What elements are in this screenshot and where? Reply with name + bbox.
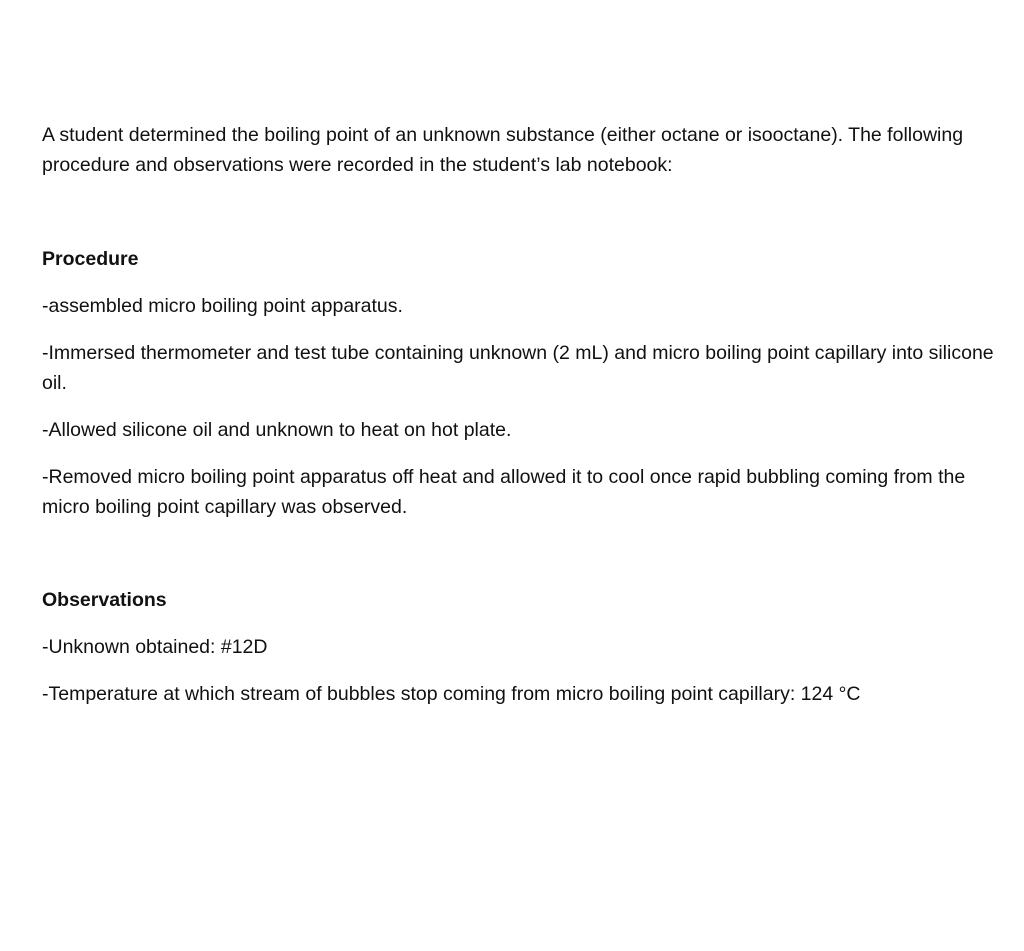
procedure-step: -Immersed thermometer and test tube containing unknown (2 mL) and micro boiling point capillary into silicone oil.: [42, 342, 994, 394]
observations-heading: Observations: [42, 589, 167, 611]
procedure-step: -assembled micro boiling point apparatus.: [42, 295, 403, 317]
observation-item: -Temperature at which stream of bubbles stop coming from micro boiling point capillary: 124 °C: [42, 683, 861, 705]
document-page: [42, 120, 1018, 709]
intro-paragraph: A student determined the boiling point of an unknown substance (either octane or isooctane). The following procedure and observations were recorded in the student’s lab notebook:: [42, 124, 964, 176]
procedure-step: -Removed micro boiling point apparatus off heat and allowed it to cool once rapid bubbling coming from the micro boiling point capillary was observed.: [42, 466, 966, 518]
observation-item: -Unknown obtained: #12D: [42, 636, 268, 658]
procedure-step: -Allowed silicone oil and unknown to heat on hot plate.: [42, 419, 512, 441]
procedure-heading: Procedure: [42, 248, 139, 270]
